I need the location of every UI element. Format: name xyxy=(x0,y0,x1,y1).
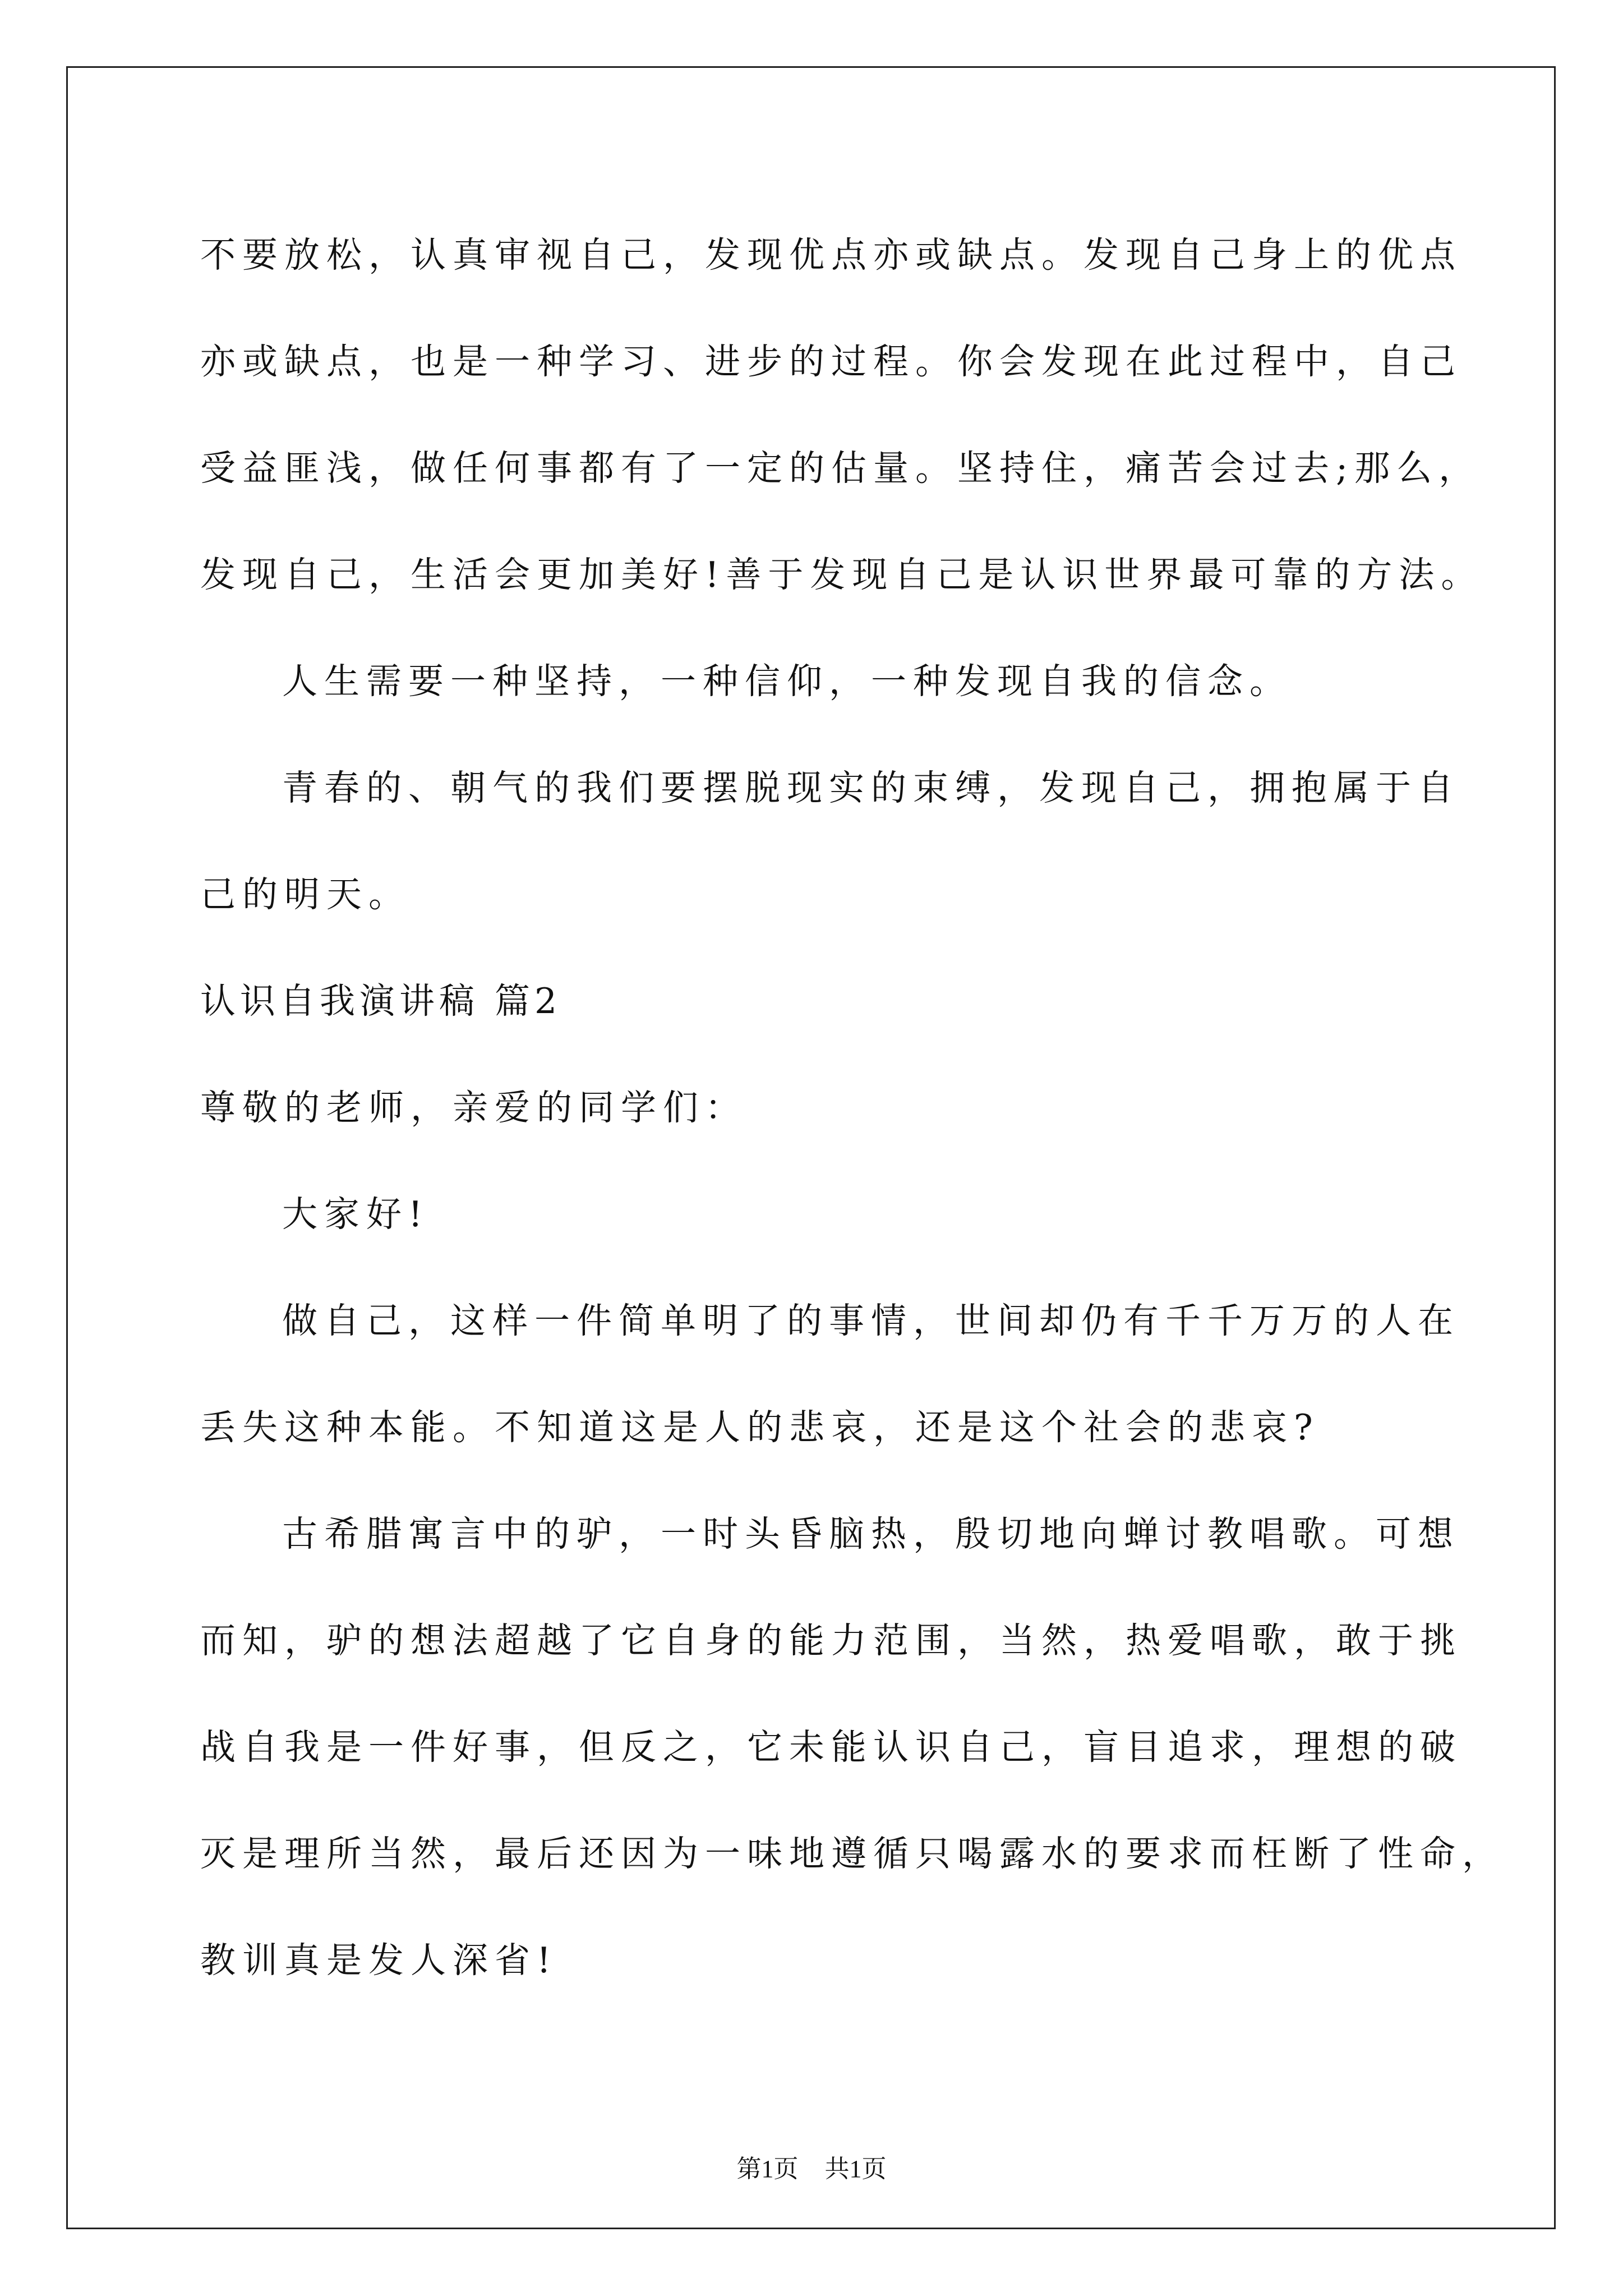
page-footer xyxy=(0,2148,1623,2184)
paragraph-line: 发现自己，生活会更加美好!善于发现自己是认识世界最可靠的方法。 xyxy=(200,554,1483,595)
paragraph-line: 人生需要一种坚持，一种信仰，一种发现自我的信念。 xyxy=(282,661,1292,702)
paragraph-line: 教训真是发人深省! xyxy=(200,1940,558,1981)
paragraph-line: 古希腊寓言中的驴，一时头昏脑热，殷切地向蝉讨教唱歌。可想 xyxy=(282,1513,1460,1554)
paragraph-line: 己的明天。 xyxy=(200,874,411,915)
document-body xyxy=(200,202,1504,2014)
salutation-line: 尊敬的老师，亲爱的同学们： xyxy=(200,1087,747,1128)
paragraph-line: 亦或缺点，也是一种学习、进步的过程。你会发现在此过程中，自己 xyxy=(200,341,1462,382)
paragraph-line: 不要放松，认真审视自己，发现优点亦或缺点。发现自己身上的优点 xyxy=(200,234,1462,275)
paragraph-line: 丢失这种本能。不知道这是人的悲哀，还是这个社会的悲哀? xyxy=(200,1407,1320,1448)
page-total: 共1页 xyxy=(824,2155,887,2183)
paragraph-line: 而知，驴的想法超越了它自身的能力范围，当然，热爱唱歌，敢于挑 xyxy=(200,1620,1462,1661)
section-heading: 认识自我演讲稿 篇2 xyxy=(200,981,562,1022)
greeting-line: 大家好! xyxy=(282,1194,430,1235)
paragraph-line: 受益匪浅，做任何事都有了一定的估量。坚持住，痛苦会过去;那么， xyxy=(200,448,1481,489)
paragraph-line: 青春的、朝气的我们要摆脱现实的束缚，发现自己，拥抱属于自 xyxy=(282,767,1460,808)
paragraph-line: 做自己，这样一件简单明了的事情，世间却仍有千千万万的人在 xyxy=(282,1300,1460,1341)
paragraph-line: 战自我是一件好事，但反之，它未能认识自己，盲目追求，理想的破 xyxy=(200,1727,1462,1768)
page-number: 第1页 xyxy=(736,2155,799,2183)
paragraph-line: 灭是理所当然，最后还因为一味地遵循只喝露水的要求而枉断了性命， xyxy=(200,1833,1504,1874)
